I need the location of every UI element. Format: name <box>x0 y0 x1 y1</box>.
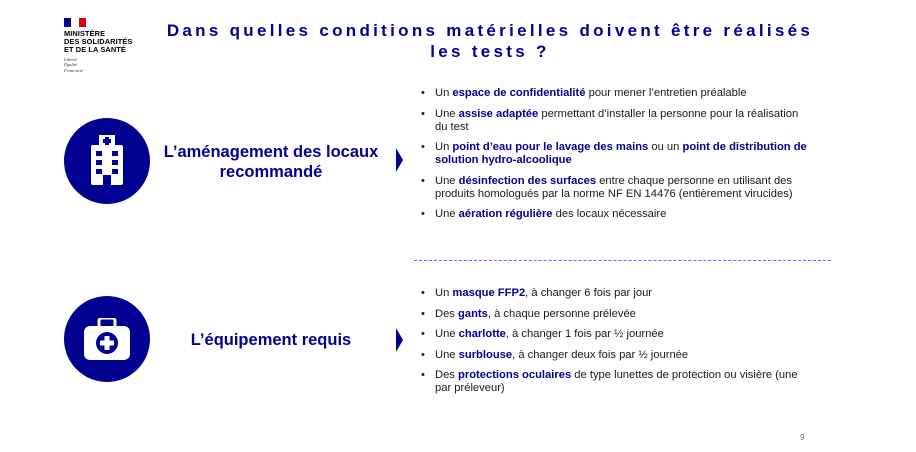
chevron-right-icon <box>396 328 403 352</box>
bullet-text: , à changer deux fois par ½ journée <box>512 348 689 361</box>
section-label-premises: L’aménagement des locaux recommandé <box>163 143 379 181</box>
bullet-item <box>418 349 813 362</box>
highlighted-text: charlotte <box>458 328 506 340</box>
bullet-item <box>418 328 813 341</box>
bullet-text: Une <box>435 208 459 220</box>
bullet-text: Une <box>435 348 459 361</box>
bullet-text: Une <box>435 174 459 187</box>
equipment-bullet-list <box>418 287 813 403</box>
ministry-name: MINISTÈRE DES SOLIDARITÉS ET DE LA SANTÉ <box>64 29 133 54</box>
bullet-text: des locaux nécessaire <box>552 208 667 220</box>
bullet-text: Des <box>435 369 459 381</box>
bullet-item <box>418 308 813 321</box>
bullet-text: Une <box>435 328 459 340</box>
bullet-item <box>418 141 813 167</box>
bullet-item <box>418 208 813 221</box>
page-title: Dans quelles conditions matérielles doivent être réalisés les tests ? <box>166 21 814 61</box>
bullet-text: ou un <box>648 141 683 153</box>
french-flag-icon <box>64 18 86 27</box>
highlighted-text: masque FFP2 <box>452 287 526 299</box>
bullet-text: , à chaque personne prélevée <box>487 307 636 320</box>
bullet-text: Un <box>435 87 453 99</box>
highlighted-text: espace de confidentialité <box>452 87 586 99</box>
bullet-item <box>418 87 813 100</box>
highlighted-text: point d’eau pour le lavage des mains <box>452 141 649 153</box>
bullet-text: entre chaque personne en utilisant des produits homologués par la norme NF EN 14476 (entièrement virucides) <box>435 174 793 200</box>
bullet-text: permettant d’installer la personne pour la réalisation du test <box>435 107 799 133</box>
highlighted-text: point de distribution de solution hydro-alcoolique <box>435 141 807 166</box>
bullet-item <box>418 287 813 300</box>
republic-motto: Liberté Égalité Fraternité <box>64 57 83 73</box>
page-number: 9 <box>800 433 805 442</box>
highlighted-text: assise adaptée <box>458 107 539 120</box>
bullet-text: Un <box>435 287 453 299</box>
highlighted-text: aération régulière <box>458 208 553 220</box>
chevron-right-icon <box>396 148 403 172</box>
building-icon <box>64 118 150 204</box>
highlighted-text: protections oculaires <box>458 369 572 381</box>
section-label-equipment: L’équipement requis <box>190 331 352 349</box>
bullet-text: Des <box>435 307 459 320</box>
bullet-text: Un <box>435 141 453 153</box>
bullet-item <box>418 108 813 134</box>
bullet-text: , à changer 1 fois par ½ journée <box>505 328 664 340</box>
medical-kit-icon <box>64 296 150 382</box>
section-divider <box>414 260 831 261</box>
bullet-text: de type lunettes de protection ou visière (une par préleveur) <box>435 369 798 394</box>
bullet-item <box>418 369 813 395</box>
premises-bullet-list <box>418 87 813 229</box>
highlighted-text: désinfection des surfaces <box>458 174 597 187</box>
bullet-item <box>418 175 813 201</box>
bullet-text: Une <box>435 107 459 120</box>
highlighted-text: gants <box>458 307 488 320</box>
highlighted-text: surblouse <box>458 348 513 361</box>
bullet-text: , à changer 6 fois par jour <box>525 287 653 299</box>
bullet-text: pour mener l’entretien préalable <box>585 87 747 99</box>
